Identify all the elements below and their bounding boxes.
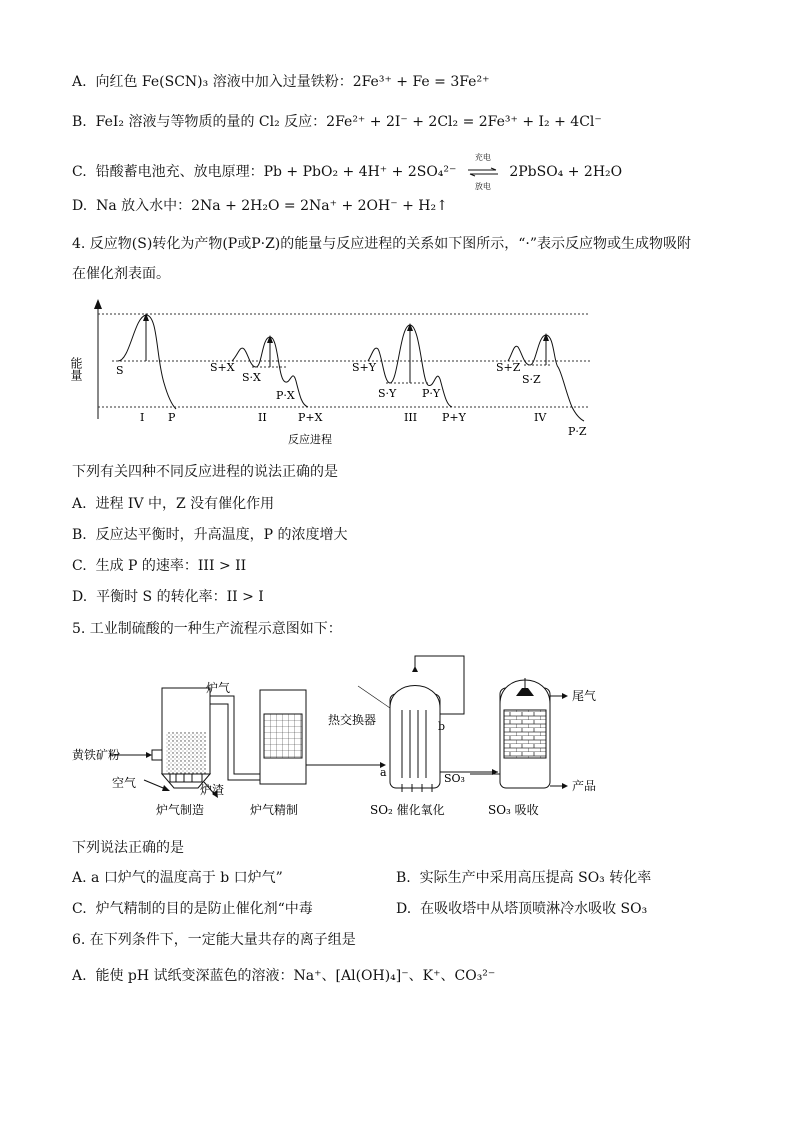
- label-ii: II: [258, 411, 267, 424]
- option-text: 反应达平衡时，升高温度，P 的浓度增大: [95, 527, 348, 543]
- q3-option-d: [72, 196, 448, 216]
- option-label: C.: [72, 901, 87, 917]
- option-text-after: 2PbSO₄ + 2H₂O: [509, 164, 623, 180]
- label-i: I: [140, 411, 145, 424]
- q5-option-b: [396, 868, 651, 888]
- label-air: 空气: [112, 776, 137, 790]
- label-tail-gas: 尾气: [572, 689, 597, 703]
- q3-option-c: [72, 153, 622, 191]
- label-so2-catalytic-oxidation: SO₂ 催化氧化: [370, 803, 445, 817]
- option-text: 铅酸蓄电池充、放电原理：Pb + PbO₂ + 4H⁺ + 2SO₄²⁻: [95, 164, 457, 180]
- label-s-plus-x: S+X: [210, 361, 235, 374]
- option-text: a 口炉气的温度高于 b 口炉气”: [91, 870, 283, 886]
- label-slag: 炉渣: [200, 783, 225, 797]
- q6-stem: 6. 在下列条件下，一定能大量共存的离子组是: [72, 932, 356, 948]
- q6-option-a: [72, 966, 495, 986]
- q4-question: 下列有关四种不同反应进程的说法正确的是: [72, 464, 338, 480]
- option-text: 向红色 Fe(SCN)₃ 溶液中加入过量铁粉：2Fe³⁺ + Fe = 3Fe²⁺: [95, 74, 490, 90]
- q5-question: 下列说法正确的是: [72, 840, 184, 856]
- option-label: C.: [72, 164, 87, 180]
- label-s-plus-z: S+Z: [496, 361, 521, 374]
- q5-stem: 5. 工业制硫酸的一种生产流程示意图如下：: [72, 621, 342, 637]
- label-s-plus-y: S+Y: [352, 361, 377, 374]
- reversible-arrow: [461, 153, 505, 191]
- option-text: 能使 pH 试纸变深蓝色的溶液：Na⁺、[Al(OH)₄]⁻、K⁺、CO₃²⁻: [95, 968, 496, 984]
- option-label: D.: [396, 901, 412, 917]
- label-p-dot-x: P·X: [276, 389, 295, 402]
- label-s-dot-y: S·Y: [378, 387, 397, 400]
- label-furnace-gas-making: 炉气制造: [156, 803, 205, 817]
- label-pyrite-powder: 黄铁矿粉: [72, 748, 121, 762]
- q4-option-b: [72, 525, 348, 545]
- option-text: 平衡时 S 的转化率：II > I: [96, 589, 264, 605]
- option-label: A.: [72, 496, 87, 512]
- option-label: A.: [72, 74, 87, 90]
- option-label: D.: [72, 589, 88, 605]
- q3-option-b: [72, 112, 602, 132]
- arrow-top-label: 充电: [474, 153, 491, 162]
- option-text: Na 放入水中：2Na + 2H₂O = 2Na⁺ + 2OH⁻ + H₂↑: [96, 198, 448, 214]
- label-heat-exchanger: 热交换器: [328, 713, 377, 727]
- option-label: C.: [72, 558, 87, 574]
- energy-profile-diagram: [69, 297, 672, 457]
- q4-stem-line1: 4. 反应物(S)转化为产物(P或P·Z)的能量与反应进程的关系如下图所示，“·”表示反应物或生成物吸附: [72, 236, 692, 252]
- label-port-b: b: [438, 720, 446, 733]
- label-furnace-gas: 炉气: [206, 681, 231, 695]
- q5-option-d: [396, 899, 647, 919]
- label-p-plus-y: P+Y: [442, 411, 466, 424]
- label-s-dot-x: S·X: [242, 371, 261, 384]
- label-p: P: [168, 411, 176, 424]
- q4-option-a: [72, 494, 274, 514]
- option-label: A.: [72, 870, 87, 886]
- converter: [390, 694, 440, 788]
- label-s-dot-z: S·Z: [522, 373, 541, 386]
- label-so3-absorption: SO₃ 吸收: [488, 803, 539, 817]
- option-label: B.: [396, 870, 411, 886]
- q4-option-c: [72, 556, 246, 576]
- option-label: B.: [72, 527, 87, 543]
- label-furnace-gas-purification: 炉气精制: [250, 803, 299, 817]
- y-axis-label: 能量: [69, 357, 83, 381]
- reversible-arrow-icon: [468, 168, 498, 176]
- label-port-a: a: [380, 766, 387, 779]
- label-p-plus-x: P+X: [298, 411, 323, 424]
- q5-option-c: [72, 899, 313, 919]
- x-axis-label: 反应进程: [288, 433, 332, 446]
- option-text: 炉气精制的目的是防止催化剂“中毒: [95, 901, 313, 917]
- label-iii: III: [404, 411, 418, 424]
- label-so3: SO₃: [444, 772, 465, 785]
- q3-option-a: [72, 72, 489, 92]
- sulfuric-acid-flow-diagram: [72, 648, 632, 823]
- label-s: S: [116, 364, 124, 377]
- q4-stem-line2: 在催化剂表面。: [72, 266, 170, 282]
- q4-option-d: [72, 587, 264, 607]
- option-text: 实际生产中采用高压提高 SO₃ 转化率: [419, 870, 652, 886]
- label-product: 产品: [572, 779, 597, 793]
- option-text: 进程 IV 中，Z 没有催化作用: [95, 496, 275, 512]
- option-text: 生成 P 的速率：III > II: [95, 558, 247, 574]
- arrow-bottom-label: 放电: [474, 182, 491, 191]
- option-label: A.: [72, 968, 87, 984]
- label-p-dot-z: P·Z: [568, 425, 587, 438]
- option-text: 在吸收塔中从塔顶喷淋冷水吸收 SO₃: [420, 901, 648, 917]
- option-label: B.: [72, 114, 87, 130]
- option-text: FeI₂ 溶液与等物质的量的 Cl₂ 反应：2Fe²⁺ + 2I⁻ + 2Cl₂ = 2Fe³⁺ + I₂ + 4Cl⁻: [95, 114, 602, 130]
- q5-option-a: [72, 868, 283, 888]
- label-iv: IV: [534, 411, 547, 424]
- label-p-dot-y: P·Y: [422, 387, 441, 400]
- option-label: D.: [72, 198, 88, 214]
